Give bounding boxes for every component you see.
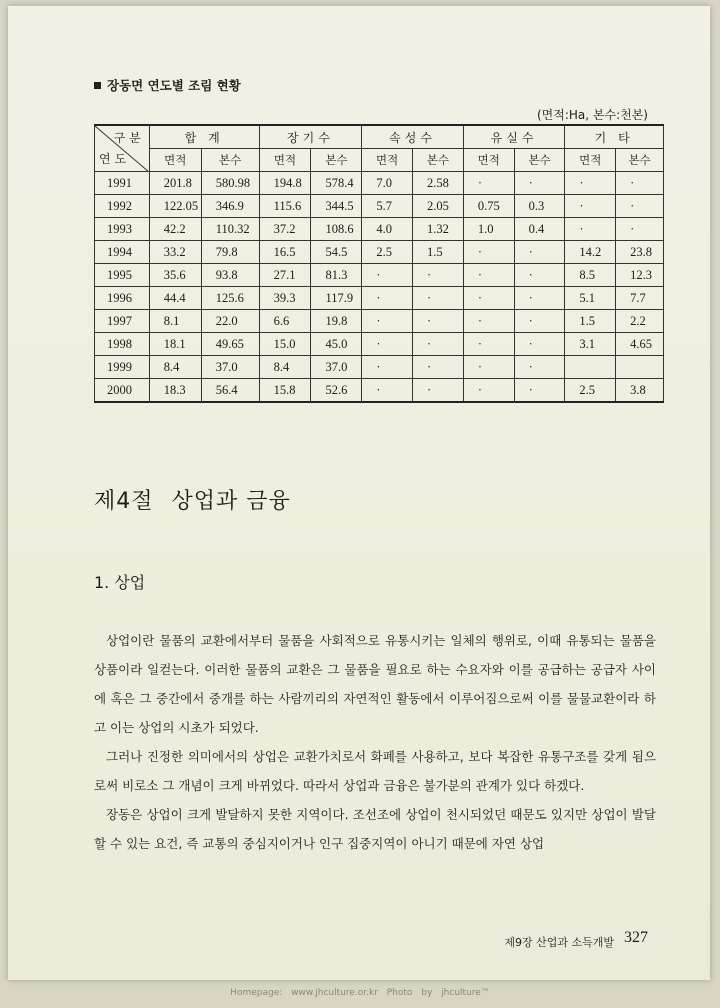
group-header-fruit-tree: 유실수 [463, 125, 565, 149]
table-caption-text: 장동면 연도별 조림 현황 [107, 78, 241, 93]
table-row [95, 379, 664, 403]
value-cell: 8.4 [149, 356, 201, 379]
value-cell: 115.6 [259, 195, 311, 218]
page-number: 327 [624, 929, 648, 946]
subheader-count: 본수 [201, 149, 259, 172]
group-header-long-term: 장기수 [259, 125, 362, 149]
value-cell: 33.2 [149, 241, 201, 264]
value-cell: 7.0 [362, 172, 413, 195]
paragraph: 장동은 상업이 크게 발달하지 못한 지역이다. 조선조에 상업이 천시되었던 때문도 있지만 상업이 발달할 수 있는 요건, 즉 교통의 중심지이거나 인구 집중지역이 아니기 때문에 자연 상업 [94, 807, 656, 851]
value-cell: · [463, 379, 514, 403]
value-cell: 37.2 [259, 218, 311, 241]
value-cell: 2.5 [362, 241, 413, 264]
value-cell: 117.9 [311, 287, 362, 310]
value-cell: 1.0 [463, 218, 514, 241]
value-cell: 2.05 [413, 195, 464, 218]
value-cell: 2.58 [413, 172, 464, 195]
corner-label-category: 구분 [113, 131, 145, 145]
subheader-area: 면적 [362, 149, 413, 172]
value-cell: 3.8 [616, 379, 664, 403]
value-cell: 5.1 [565, 287, 616, 310]
value-cell: · [362, 264, 413, 287]
value-cell: · [565, 218, 616, 241]
value-cell: 194.8 [259, 172, 311, 195]
value-cell: · [616, 195, 664, 218]
value-cell: · [463, 241, 514, 264]
table-row [95, 241, 664, 264]
value-cell: · [514, 379, 565, 403]
subheader-count: 본수 [311, 149, 362, 172]
table-row [95, 218, 664, 241]
paragraph: 그러나 진정한 의미에서의 상업은 교환가치로서 화폐를 사용하고, 보다 복잡한 유통구조를 갖게 됨으로써 비로소 그 개념이 크게 바뀌었다. 따라서 상업과 금융은 불가분의 관계가 있다 하겠다. [94, 749, 656, 793]
table-row [95, 195, 664, 218]
value-cell: · [413, 356, 464, 379]
value-cell: 2.5 [565, 379, 616, 403]
value-cell: 1.32 [413, 218, 464, 241]
year-cell: 1992 [95, 195, 150, 218]
value-cell: 52.6 [311, 379, 362, 403]
value-cell: · [362, 287, 413, 310]
value-cell: 81.3 [311, 264, 362, 287]
value-cell: · [514, 172, 565, 195]
section-title: 상업과 금융 [171, 489, 291, 514]
subheader-area: 면적 [149, 149, 201, 172]
value-cell: 27.1 [259, 264, 311, 287]
value-cell: 8.4 [259, 356, 311, 379]
value-cell: 19.8 [311, 310, 362, 333]
value-cell: 18.3 [149, 379, 201, 403]
body-text [94, 626, 656, 858]
year-cell: 1998 [95, 333, 150, 356]
paragraph: 상업이란 물품의 교환에서부터 물품을 사회적으로 유통시키는 일체의 행위로, 이때 유통되는 물품을 상품이라 일컫는다. 이러한 물품의 교환은 그 물품을 필요로 하는 수요자와 이를 공급하는 공급자 사이에 혹은 그 중간에서 중개를 하는 사람끼리의 자연적인 활동에서 이루어짐으로써 이를 물물교환이라 하고 이는 상업의 시초가 되었다. [94, 633, 656, 735]
subheader-area: 면적 [463, 149, 514, 172]
year-cell: 1996 [95, 287, 150, 310]
table-unit: (면적:Ha, 본수:천본) [536, 108, 648, 122]
value-cell: 37.0 [311, 356, 362, 379]
value-cell: · [362, 356, 413, 379]
value-cell: 18.1 [149, 333, 201, 356]
value-cell: 0.4 [514, 218, 565, 241]
value-cell: 6.6 [259, 310, 311, 333]
value-cell: · [514, 264, 565, 287]
value-cell [616, 356, 664, 379]
value-cell: 56.4 [201, 379, 259, 403]
value-cell: 8.5 [565, 264, 616, 287]
year-cell: 1993 [95, 218, 150, 241]
value-cell: · [514, 241, 565, 264]
value-cell: 15.8 [259, 379, 311, 403]
value-cell: 79.8 [201, 241, 259, 264]
value-cell [565, 356, 616, 379]
corner-label-year: 연도 [99, 152, 131, 166]
table-body [95, 172, 664, 403]
table-caption [94, 76, 241, 94]
value-cell: · [463, 264, 514, 287]
value-cell: 42.2 [149, 218, 201, 241]
value-cell: 54.5 [311, 241, 362, 264]
value-cell: 344.5 [311, 195, 362, 218]
subheader-area: 면적 [565, 149, 616, 172]
value-cell: 1.5 [565, 310, 616, 333]
section-number: 제4절 [94, 489, 154, 514]
value-cell: 4.65 [616, 333, 664, 356]
value-cell: 37.0 [201, 356, 259, 379]
table-row [95, 172, 664, 195]
table-row [95, 287, 664, 310]
value-cell: 0.75 [463, 195, 514, 218]
value-cell: 93.8 [201, 264, 259, 287]
value-cell: 45.0 [311, 333, 362, 356]
value-cell: · [514, 333, 565, 356]
footer-chapter-title: 제9장 산업과 소득개발 [504, 936, 614, 949]
year-cell: 2000 [95, 379, 150, 403]
subsection-heading: 1. 상업 [94, 573, 146, 592]
afforestation-table [94, 124, 664, 403]
section-heading [94, 484, 309, 515]
book-page [8, 6, 710, 980]
value-cell: 108.6 [311, 218, 362, 241]
value-cell: 15.0 [259, 333, 311, 356]
value-cell: · [413, 287, 464, 310]
value-cell: · [463, 172, 514, 195]
value-cell: 44.4 [149, 287, 201, 310]
value-cell: · [514, 287, 565, 310]
subheader-count: 본수 [514, 149, 565, 172]
value-cell: 125.6 [201, 287, 259, 310]
table-row [95, 310, 664, 333]
value-cell: 23.8 [616, 241, 664, 264]
value-cell: 22.0 [201, 310, 259, 333]
value-cell: 122.05 [149, 195, 201, 218]
value-cell: 201.8 [149, 172, 201, 195]
group-header-other: 기 타 [565, 125, 664, 149]
value-cell: 0.3 [514, 195, 565, 218]
value-cell: · [565, 172, 616, 195]
value-cell: 12.3 [616, 264, 664, 287]
value-cell: 578.4 [311, 172, 362, 195]
value-cell: · [463, 287, 514, 310]
subheader-area: 면적 [259, 149, 311, 172]
value-cell: · [565, 195, 616, 218]
value-cell: 3.1 [565, 333, 616, 356]
year-cell: 1997 [95, 310, 150, 333]
value-cell: 35.6 [149, 264, 201, 287]
subheader-count: 본수 [413, 149, 464, 172]
value-cell: 1.5 [413, 241, 464, 264]
value-cell: · [616, 172, 664, 195]
value-cell: 8.1 [149, 310, 201, 333]
table-row [95, 356, 664, 379]
table-row [95, 264, 664, 287]
value-cell: 39.3 [259, 287, 311, 310]
square-bullet-icon [94, 82, 101, 89]
table-corner-cell [95, 125, 150, 172]
value-cell: 5.7 [362, 195, 413, 218]
value-cell: 16.5 [259, 241, 311, 264]
year-cell: 1999 [95, 356, 150, 379]
value-cell: 580.98 [201, 172, 259, 195]
value-cell: 346.9 [201, 195, 259, 218]
value-cell: · [463, 356, 514, 379]
photo-credit: Homepage: www.jhculture.or.kr Photo by jhculture™ [230, 988, 490, 998]
value-cell: 14.2 [565, 241, 616, 264]
value-cell: 2.2 [616, 310, 664, 333]
subheader-count: 본수 [616, 149, 664, 172]
value-cell: · [413, 379, 464, 403]
value-cell: · [463, 333, 514, 356]
value-cell: · [362, 310, 413, 333]
table-row [95, 333, 664, 356]
value-cell: · [514, 310, 565, 333]
value-cell: 7.7 [616, 287, 664, 310]
value-cell: 4.0 [362, 218, 413, 241]
group-header-total: 합 계 [149, 125, 259, 149]
value-cell: · [362, 333, 413, 356]
value-cell: 110.32 [201, 218, 259, 241]
group-header-fast-growing: 속성수 [362, 125, 464, 149]
year-cell: 1995 [95, 264, 150, 287]
value-cell: · [514, 356, 565, 379]
value-cell: · [616, 218, 664, 241]
value-cell: · [413, 264, 464, 287]
value-cell: 49.65 [201, 333, 259, 356]
value-cell: · [413, 333, 464, 356]
year-cell: 1994 [95, 241, 150, 264]
value-cell: · [362, 379, 413, 403]
value-cell: · [413, 310, 464, 333]
year-cell: 1991 [95, 172, 150, 195]
value-cell: · [463, 310, 514, 333]
